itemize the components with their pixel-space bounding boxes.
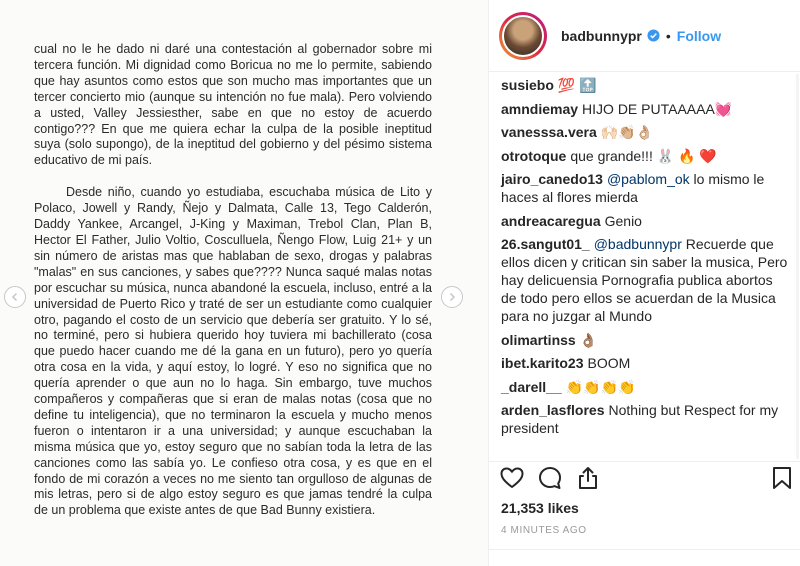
- comment-username[interactable]: arden_lasflores: [501, 402, 605, 418]
- comment: [501, 76, 791, 94]
- comment: [501, 123, 791, 141]
- bookmark-icon[interactable]: [769, 465, 795, 491]
- comment-mention[interactable]: @pablom_ok: [606, 171, 690, 187]
- comment-username[interactable]: olimartinss: [501, 331, 576, 348]
- comment-text: lo mismo le haces al flores mierda: [501, 171, 765, 205]
- verified-icon: [647, 29, 660, 42]
- comment-text: 🙌🏻👏🏼👌🏼: [600, 124, 654, 140]
- comment-username[interactable]: _darell__: [501, 378, 562, 395]
- header-username[interactable]: badbunnypr: [561, 27, 642, 44]
- action-icons: [497, 465, 797, 495]
- post-actions: [489, 461, 800, 566]
- share-icon[interactable]: [575, 465, 601, 491]
- comment: [501, 147, 791, 165]
- comment-username[interactable]: otrotoque: [501, 147, 567, 164]
- post-header: [489, 0, 800, 72]
- comment-username[interactable]: susiebo: [501, 77, 554, 93]
- comment-username[interactable]: andreacaregua: [501, 212, 601, 229]
- comment-text: 👏👏👏👏: [565, 378, 636, 395]
- carousel-next-button[interactable]: [441, 286, 463, 308]
- comment: [501, 378, 791, 396]
- comment-text: 👌🏽: [579, 331, 598, 348]
- comment-text: Nothing but Respect for my president: [501, 402, 779, 436]
- comment-text: Recuerde que ellos dicen y critican sin saber la musica, Pero hay delicuensia Pornografia publica abortos de todo pero ellos se acuerdan de la Musica para no juzgar al Mundo: [501, 236, 788, 324]
- post-paragraph-2: Desde niño, cuando yo estudiaba, escuchaba música de Lito y Polaco, Jowell y Randy, Ñejo y Dalmata, Calle 13, Tego Calderón, Daddy Yankee, Arcangel, J-King y Maximan, Trebol Clan, Plan B, Hector El Father, Julio Voltio, Cosculluela, Ñengo Flow, Luig 21+ y un sin número de aristas mas que hablaban de sexo, drogas y palabras "malas" en sus canciones, y sabes que???? Nunca saqué malas notas por escuchar su música, nunca abandoné la escuela, incluso, entré a la universidad de Puerto Rico y traté de ser un estudiante como cualquier otro, pagando el costo de un servicio que debería ser gratuito. Y lo sé, no terminé, pero si hubiera querido hoy tuviera mi bachillerato (cosa que puedo hacer cuando me dé la gana en un futuro), pero yo quería otra cosa en la vida, y aquí estoy, lo logré. Y eso no significa que no quería aprender o que aun no lo haga. Sin embargo, tuve muchos compañeros y compañeras que si eran de malas notas (cosa que no define tu inteligencia), que no terminaron la escuela y mucho menos fueron o intentaron ir a una universidad; y aunque escuchaban la misma música que yo, estoy seguro que no sabían toda la letra de las canciones como las sabía yo. Le confieso otra cosa, y es que en el fondo de mi corazón a veces no me siento tan orgulloso de algunas de mis letras, pero si de algo estoy seguro es que jamas tendré la culpa de un problema que existe antes de que Bad Bunny existiera.: [34, 185, 432, 518]
- comment-text: BOOM: [587, 355, 631, 371]
- chevron-left-icon: [10, 292, 20, 302]
- post-document-text: [34, 42, 432, 519]
- comment: [501, 401, 791, 437]
- comment-username[interactable]: vanesssa.vera: [501, 124, 597, 140]
- comment: [501, 212, 791, 230]
- avatar-image: [502, 15, 544, 57]
- post-sidebar: [488, 0, 800, 566]
- avatar[interactable]: [499, 12, 547, 60]
- comment: [501, 235, 791, 325]
- carousel-prev-button[interactable]: [4, 286, 26, 308]
- comment: [501, 100, 791, 118]
- comments-scrollbar[interactable]: [796, 74, 799, 459]
- comment: [501, 170, 791, 206]
- comment-icon[interactable]: [537, 465, 563, 491]
- header-separator: •: [665, 27, 671, 44]
- comment-text: Genio: [604, 212, 642, 229]
- comment-text: 💯 🔝: [557, 77, 597, 93]
- comment-mention[interactable]: @badbunnypr: [593, 236, 682, 252]
- chevron-right-icon: [447, 292, 457, 302]
- comment-username[interactable]: ibet.karito23: [501, 355, 584, 371]
- post-paragraph-1: cual no le he dado ni daré una contestación al gobernador sobre mi tercera función. Mi dignidad como Boricua no me lo permite, sabiendo que hay asuntos como estos que son mucho mas importantes que un tercer concierto mio (aunque su intención no fue mala). Pero volviendo a usted, Valley Jessiesther, sabe en que no estoy de acuerdo contigo??? En que me quiera echar la culpa de la posible ineptitud suya (solo supongo), de la ineptitud del gobierno y del pésimo sistema educativo de mi país.: [34, 42, 432, 168]
- comment-text: HIJO DE PUTAAAAA💓: [582, 100, 733, 117]
- comment-text: que grande!!! 🐰 🔥 ❤️: [570, 147, 717, 164]
- comment: [501, 354, 791, 372]
- post-timestamp[interactable]: 4 MINUTES AGO: [501, 525, 587, 536]
- comment-list: [489, 73, 800, 461]
- comment: [501, 331, 791, 349]
- likes-count[interactable]: 21,353 likes: [501, 500, 579, 516]
- comment-username[interactable]: 26.sangut01_: [501, 236, 590, 252]
- add-comment-area[interactable]: [489, 549, 800, 566]
- follow-button[interactable]: Follow: [676, 27, 722, 44]
- comment-username[interactable]: amndiemay: [501, 100, 579, 117]
- comment-username[interactable]: jairo_canedo13: [501, 171, 603, 187]
- heart-icon[interactable]: [499, 465, 525, 491]
